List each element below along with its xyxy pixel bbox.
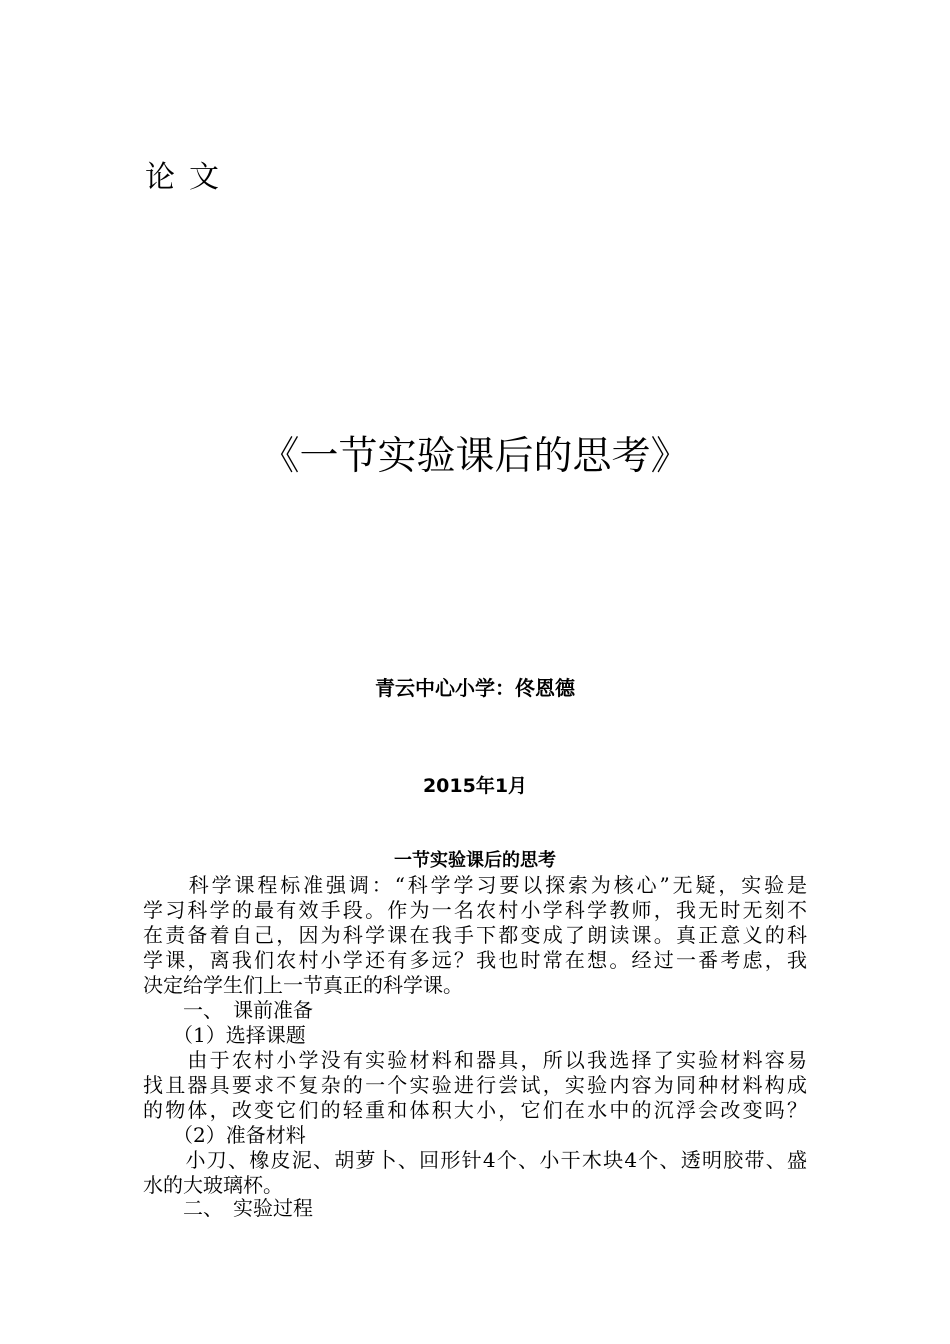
cover-date: 2015年1月 [422, 775, 528, 797]
subsection-heading: （1）选择课题 [143, 1023, 306, 1047]
subsection-heading: （2）准备材料 [143, 1123, 306, 1147]
article-heading: 一节实验课后的思考 [394, 850, 556, 871]
paragraph-line: 学习科学的最有效手段。作为一名农村小学科学教师，我无时无刻不 [143, 898, 807, 922]
paragraph-line: 决定给学生们上一节真正的科学课。 [143, 973, 463, 997]
paragraph-line: 由于农村小学没有实验材料和器具，所以我选择了实验材料容易 [143, 1048, 807, 1072]
section-heading: 一、 课前准备 [143, 998, 313, 1022]
paragraph-line: 小刀、橡皮泥、胡萝卜、回形针4个、小干木块4个、透明胶带、盛 [143, 1148, 807, 1172]
paragraph-line: 的物体，改变它们的轻重和体积大小，它们在水中的沉浮会改变吗？ [143, 1098, 807, 1122]
paragraph-line: 水的大玻璃杯。 [143, 1173, 283, 1197]
paragraph-line: 在责备着自己，因为科学课在我手下都变成了朗读课。真正意义的科 [143, 923, 807, 947]
cover-author: 青云中心小学：佟恩德 [375, 676, 575, 700]
section-heading: 二、 实验过程 [143, 1196, 313, 1220]
paper-type-label: 论文 [145, 160, 233, 195]
cover-title: 《一节实验课后的思考》 [260, 434, 690, 479]
paragraph-line: 学课，离我们农村小学还有多远？我也时常在想。经过一番考虑，我 [143, 948, 807, 972]
paragraph-line: 科学课程标准强调：“科学学习要以探索为核心”无疑，实验是 [143, 873, 807, 897]
paragraph-line: 找且器具要求不复杂的一个实验进行尝试，实验内容为同种材料构成 [143, 1073, 807, 1097]
